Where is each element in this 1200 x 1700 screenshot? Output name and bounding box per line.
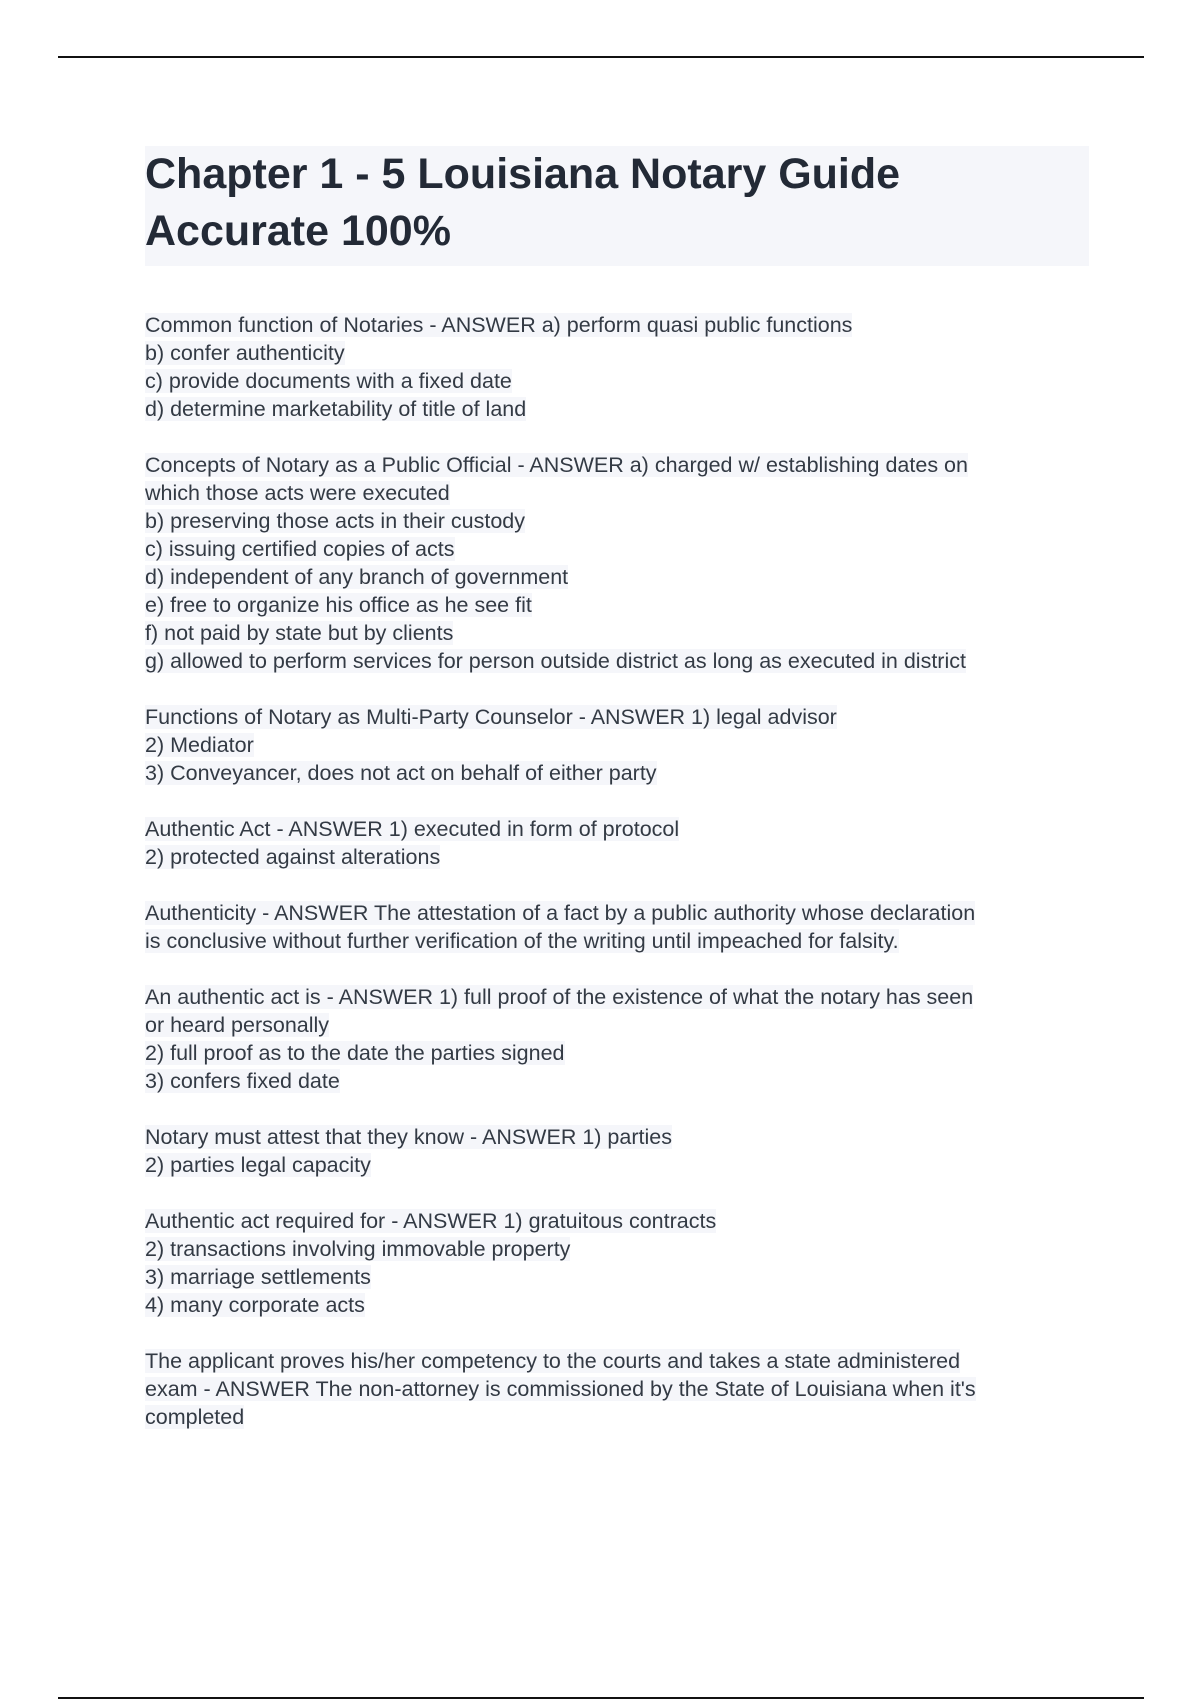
qa-entry-line — [145, 395, 1089, 423]
qa-entry-line — [145, 1151, 1089, 1179]
qa-entry — [145, 899, 1089, 955]
qa-entry-line — [145, 367, 1089, 395]
qa-entry-line-text: 4) many corporate acts — [145, 1293, 365, 1317]
qa-entry-line — [145, 1207, 1089, 1235]
page-title — [145, 146, 1089, 260]
qa-entry-line — [145, 815, 1089, 843]
qa-entry — [145, 311, 1089, 423]
page-title-line-1: Chapter 1 - 5 Louisiana Notary Guide — [145, 150, 901, 198]
qa-entry-line — [145, 703, 1089, 731]
qa-entry-line-text: d) independent of any branch of government — [145, 565, 569, 589]
qa-entries — [145, 311, 1089, 1459]
page-title-line-2: Accurate 100% — [145, 207, 451, 255]
qa-entry-line-text: Authenticity - ANSWER The attestation of a fact by a public authority whose declaration — [145, 901, 976, 925]
qa-entry-line-text: or heard personally — [145, 1013, 330, 1037]
qa-entry-line — [145, 731, 1089, 759]
qa-entry-line — [145, 619, 1089, 647]
bottom-rule — [58, 1697, 1144, 1699]
qa-entry-line — [145, 1011, 1089, 1039]
qa-entry-line — [145, 1291, 1089, 1319]
qa-entry — [145, 451, 1089, 675]
qa-entry-line-text: Functions of Notary as Multi-Party Counselor - ANSWER 1) legal advisor — [145, 705, 837, 729]
qa-entry-line-text: Common function of Notaries - ANSWER a) perform quasi public functions — [145, 313, 853, 337]
qa-entry-line — [145, 1067, 1089, 1095]
qa-entry-line-text: 2) transactions involving immovable property — [145, 1237, 571, 1261]
qa-entry-line — [145, 507, 1089, 535]
qa-entry-line — [145, 1263, 1089, 1291]
qa-entry-line-text: 3) Conveyancer, does not act on behalf of either party — [145, 761, 657, 785]
qa-entry-line-text: 3) marriage settlements — [145, 1265, 371, 1289]
qa-entry — [145, 1207, 1089, 1319]
qa-entry-line — [145, 983, 1089, 1011]
qa-entry-line — [145, 1235, 1089, 1263]
qa-entry-line — [145, 1123, 1089, 1151]
qa-entry-line — [145, 759, 1089, 787]
qa-entry-line-text: f) not paid by state but by clients — [145, 621, 454, 645]
qa-entry-line — [145, 479, 1089, 507]
qa-entry-line-text: exam - ANSWER The non-attorney is commissioned by the State of Louisiana when it's — [145, 1377, 976, 1401]
qa-entry-line-text: 2) Mediator — [145, 733, 254, 757]
title-block — [145, 146, 1089, 266]
qa-entry-line — [145, 451, 1089, 479]
qa-entry-line — [145, 927, 1089, 955]
qa-entry-line — [145, 899, 1089, 927]
qa-entry-line-text: e) free to organize his office as he see fit — [145, 593, 532, 617]
qa-entry-line-text: An authentic act is - ANSWER 1) full proof of the existence of what the notary has seen — [145, 985, 974, 1009]
qa-entry-line-text: d) determine marketability of title of land — [145, 397, 527, 421]
qa-entry-line — [145, 339, 1089, 367]
qa-entry-line — [145, 563, 1089, 591]
qa-entry-line-text: is conclusive without further verification of the writing until impeached for falsity. — [145, 929, 899, 953]
qa-entry-line-text: c) provide documents with a fixed date — [145, 369, 512, 393]
qa-entry-line-text: b) confer authenticity — [145, 341, 345, 365]
qa-entry — [145, 815, 1089, 871]
qa-entry — [145, 703, 1089, 787]
qa-entry-line-text: Authentic act required for - ANSWER 1) gratuitous contracts — [145, 1209, 717, 1233]
qa-entry — [145, 983, 1089, 1095]
qa-entry-line-text: c) issuing certified copies of acts — [145, 537, 455, 561]
qa-entry-line-text: Notary must attest that they know - ANSWER 1) parties — [145, 1125, 672, 1149]
qa-entry-line-text: completed — [145, 1405, 245, 1429]
qa-entry-line — [145, 647, 1089, 675]
qa-entry-line — [145, 535, 1089, 563]
qa-entry — [145, 1123, 1089, 1179]
qa-entry-line-text: The applicant proves his/her competency to the courts and takes a state administered — [145, 1349, 961, 1373]
qa-entry-line-text: 3) confers fixed date — [145, 1069, 340, 1093]
qa-entry-line — [145, 1403, 1089, 1431]
qa-entry-line-text: Authentic Act - ANSWER 1) executed in form of protocol — [145, 817, 680, 841]
qa-entry-line-text: 2) full proof as to the date the parties signed — [145, 1041, 565, 1065]
qa-entry — [145, 1347, 1089, 1431]
top-rule — [58, 56, 1144, 58]
qa-entry-line — [145, 311, 1089, 339]
qa-entry-line-text: g) allowed to perform services for person outside district as long as executed in district — [145, 649, 966, 673]
qa-entry-line — [145, 1039, 1089, 1067]
qa-entry-line — [145, 1347, 1089, 1375]
qa-entry-line — [145, 843, 1089, 871]
qa-entry-line-text: which those acts were executed — [145, 481, 450, 505]
qa-entry-line-text: b) preserving those acts in their custody — [145, 509, 526, 533]
qa-entry-line-text: 2) protected against alterations — [145, 845, 441, 869]
qa-entry-line — [145, 591, 1089, 619]
qa-entry-line — [145, 1375, 1089, 1403]
qa-entry-line-text: Concepts of Notary as a Public Official - ANSWER a) charged w/ establishing dates on — [145, 453, 968, 477]
qa-entry-line-text: 2) parties legal capacity — [145, 1153, 371, 1177]
